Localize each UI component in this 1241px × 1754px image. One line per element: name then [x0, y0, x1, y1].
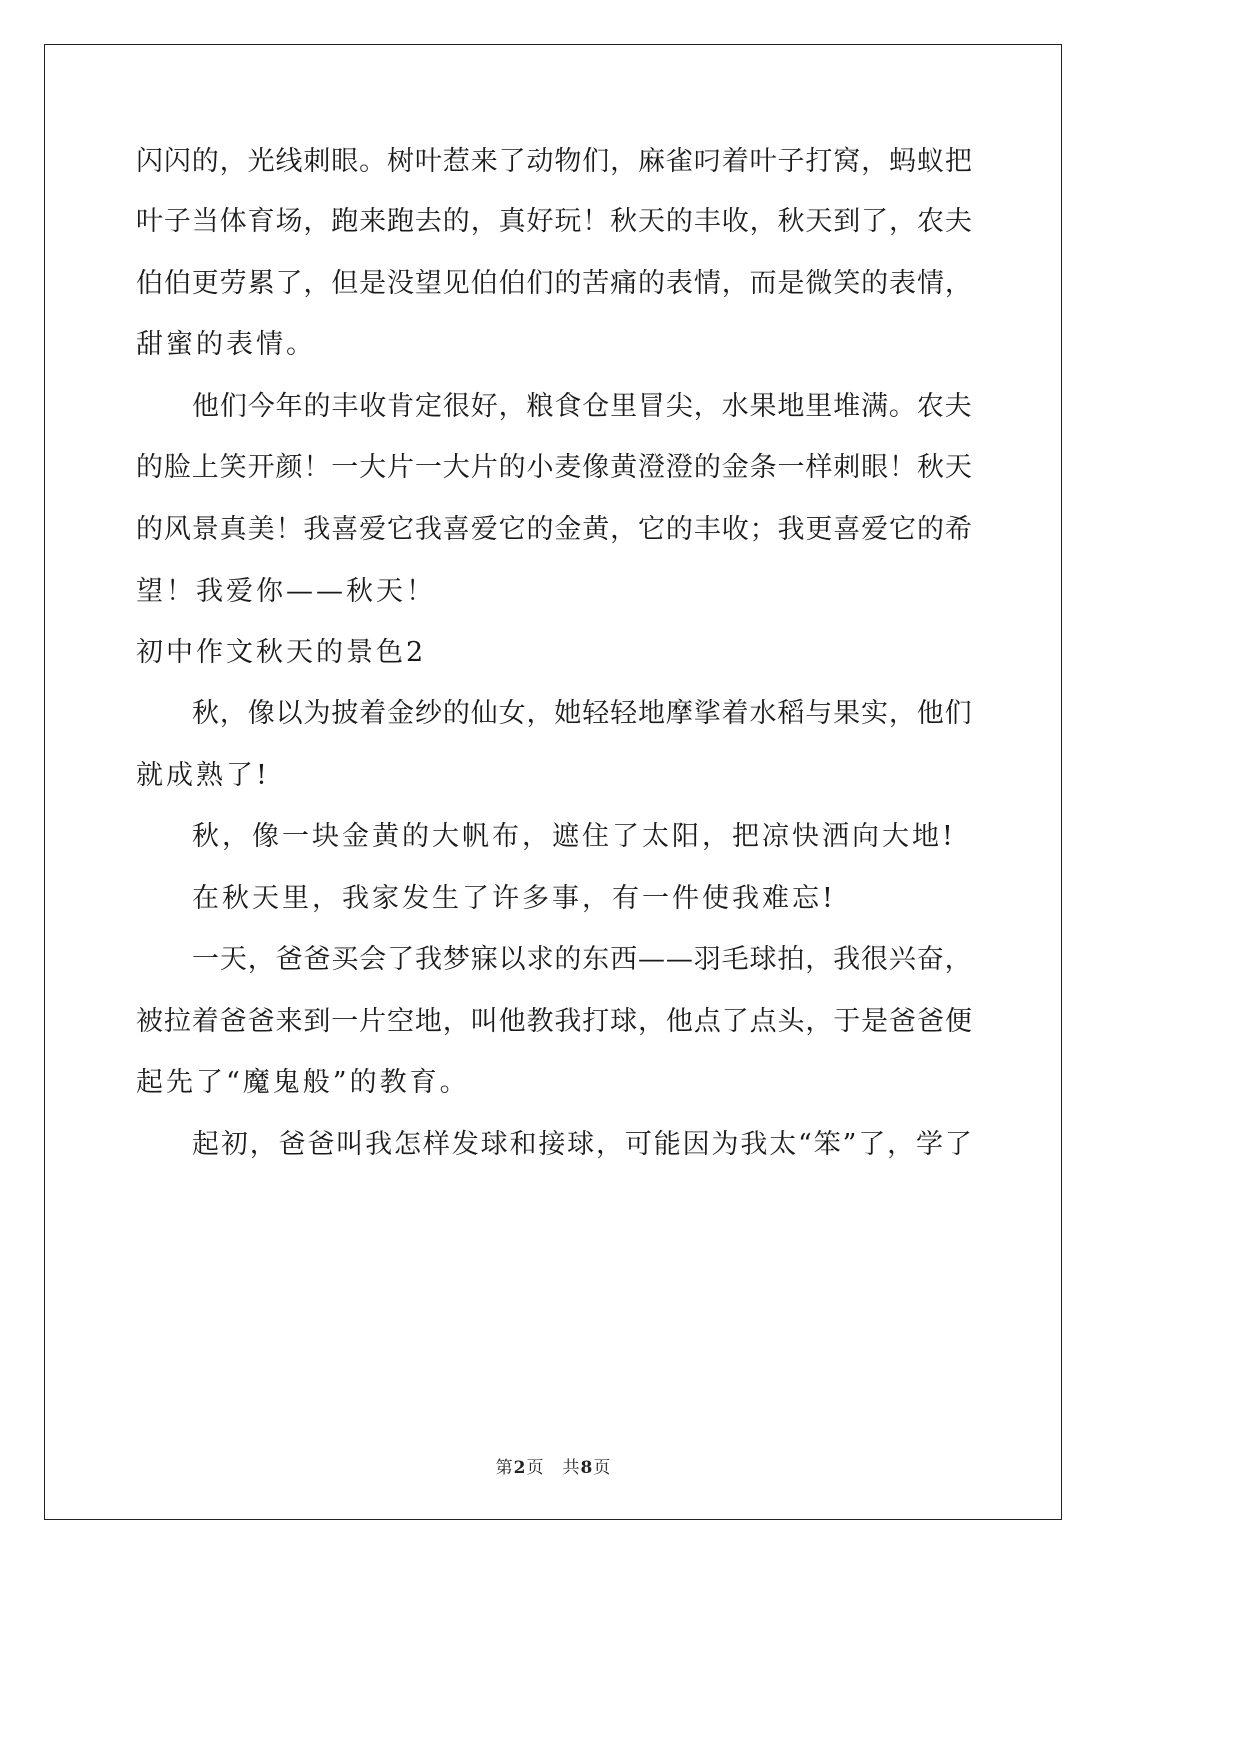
footer-page-number: 2 [513, 1458, 527, 1478]
text-line: 被 拉 着 爸 爸 来 到 一 片 空 地 ， 叫 他 教 我 打 球 ， 他 点 了 点 头 ， 于 是 爸 爸 便 [136, 1006, 972, 1037]
paragraph-first-line: 在秋天里，我家发生了许多事，有一件使我难忘! [192, 883, 836, 914]
text-line: 伯 伯 更 劳 累 了 ， 但 是 没 望 见 伯 伯 们 的 苦 痛 的 表 情 ， 而 是 微 笑 的 表 情 ， [136, 268, 972, 299]
text-line: 的 风 景 真 美 ！ 我 喜 爱 它 我 喜 爱 它 的 金 黄 ， 它 的 丰 收 ； 我 更 喜 爱 它 的 希 [136, 514, 972, 545]
footer-page-suffix: 页 [593, 1458, 612, 1478]
footer-page-mid: 页 共 [526, 1458, 581, 1478]
text-line: 起先了“魔鬼般”的教育。 [136, 1067, 470, 1098]
text-line: 闪 闪 的 ， 光 线 刺 眼 。 树 叶 惹 来 了 动 物 们 ， 麻 雀 叼 着 叶 子 打 窝 ， 蚂 蚁 把 [136, 146, 972, 177]
paragraph-first-line: 他 们 今 年 的 丰 收 肯 定 很 好 ， 粮 食 仓 里 冒 尖 ， 水 果 地 里 堆 满 。 农 夫 [192, 391, 972, 422]
text-line: 叶 子 当 体 育 场 ， 跑 来 跑 去 的 ， 真 好 玩 ！ 秋 天 的 丰 收 ， 秋 天 到 了 ， 农 夫 [136, 206, 972, 237]
paragraph-first-line: 秋 ， 像 以 为 披 着 金 纱 的 仙 女 ， 她 轻 轻 地 摩 挲 着 水 稻 与 果 实 ， 他 们 [192, 698, 972, 729]
paragraph-first-line: 起 初 ， 爸 爸 叫 我 怎 样 发 球 和 接 球 ， 可 能 因 为 我 太 “ 笨 ” 了 ， 学 了 [192, 1129, 972, 1160]
text-line: 的 脸 上 笑 开 颜 ！ 一 大 片 一 大 片 的 小 麦 像 黄 澄 澄 的 金 条 一 样 刺 眼 ！ 秋 天 [136, 452, 972, 483]
paragraph-first-line: 一 天 ， 爸 爸 买 会 了 我 梦 寐 以 求 的 东 西 — — 羽 毛 球 拍 ， 我 很 兴 奋 ， [192, 944, 972, 975]
paragraph-first-line: 秋，像一块金黄的大帆布，遮住了太阳，把凉快洒向大地! [192, 821, 956, 852]
text-line: 就成熟了! [136, 760, 270, 791]
page-footer [0, 1453, 1107, 1478]
footer-page-prefix: 第 [495, 1458, 514, 1478]
section-heading: 初中作文秋天的景色2 [136, 637, 427, 668]
text-line: 甜蜜的表情。 [136, 329, 316, 360]
footer-page-total: 8 [580, 1458, 594, 1478]
text-line: 望！我爱你——秋天！ [136, 576, 436, 607]
